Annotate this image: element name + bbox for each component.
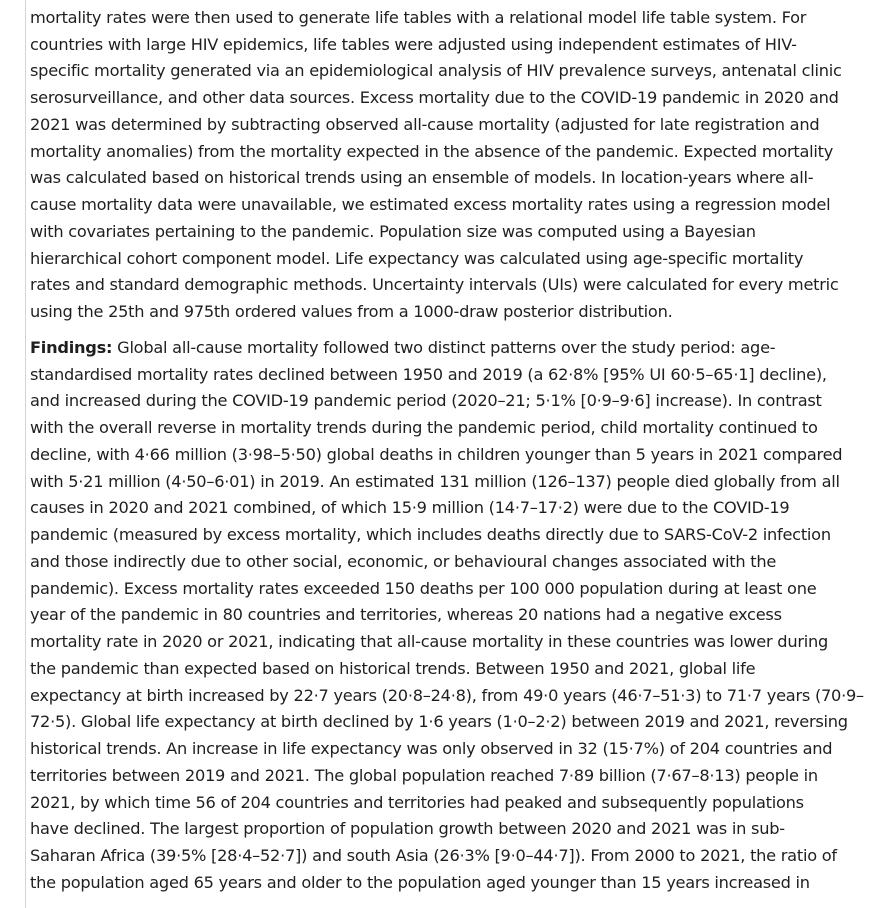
findings-heading: Findings: — [30, 337, 113, 357]
text-line: mortality anomalies) from the mortality expected in the absence of the pandemic. Expected mortality — [30, 141, 834, 161]
text-line: and increased during the COVID-19 pandemic period (2020–21; 5·1% [0·9–9·6] increase). In contrast — [30, 391, 822, 411]
text-line: Saharan Africa (39·5% [28·4–52·7]) and south Asia (26·3% [9·0–44·7]). From 2000 to 2021, the ratio of — [30, 846, 837, 865]
text-line: with covariates pertaining to the pandemic. Population size was computed using a Bayesian — [30, 221, 756, 241]
text-line: territories between 2019 and 2021. The global population reached 7·89 billion (7·67–8·13) people in — [30, 765, 818, 785]
findings-first-line — [30, 335, 892, 362]
text-line: serosurveillance, and other data sources. Excess mortality due to the COVID-19 pandemic in 2020 and — [30, 88, 839, 107]
text-line: the pandemic than expected based on historical trends. Between 1950 and 2021, global life — [30, 658, 756, 678]
text-line: standardised mortality rates declined between 1950 and 2019 (a 62·8% [95% UI 60·5–65·1] decline), — [30, 364, 827, 384]
left-border-rule — [25, 0, 26, 908]
text-line: have declined. The largest proportion of population growth between 2020 and 2021 was in sub- — [30, 819, 785, 839]
text-line: 2021 was determined by subtracting observed all-cause mortality (adjusted for late registration and — [30, 114, 820, 134]
text-line: expectancy at birth increased by 22·7 years (20·8–24·8), from 49·0 years (46·7–51·3) to 71·7 years (70·9– — [30, 685, 864, 705]
text-line: pandemic (measured by excess mortality, which includes deaths directly due to SARS-CoV-2 infection — [30, 525, 831, 544]
text-line: mortality rates were then used to generate life tables with a relational model life table system. For — [30, 7, 807, 27]
text-line: mortality rate in 2020 or 2021, indicating that all-cause mortality in these countries was lower during — [30, 632, 829, 651]
text-line: 2021, by which time 56 of 204 countries and territories had peaked and subsequently populations — [30, 792, 804, 812]
text-line: pandemic). Excess mortality rates exceeded 150 deaths per 100 000 population during at least one — [30, 578, 817, 598]
text-line: countries with large HIV epidemics, life tables were adjusted using independent estimates of HIV- — [30, 34, 797, 54]
text-line: with the overall reverse in mortality trends during the pandemic period, child mortality continued to — [30, 418, 818, 437]
paragraph-gap — [30, 326, 892, 335]
text-line: causes in 2020 and 2021 combined, of which 15·9 million (14·7–17·2) were due to the COVID-19 — [30, 498, 790, 518]
text-line: historical trends. An increase in life expectancy was only observed in 32 (15·7%) of 204 countries and — [30, 739, 833, 758]
text-line: decline, with 4·66 million (3·98–5·50) global deaths in children younger than 5 years in 2021 compared — [30, 444, 843, 464]
abstract-text — [30, 0, 892, 897]
text-line: hierarchical cohort component model. Life expectancy was calculated using age-specific mortality — [30, 248, 804, 268]
methods-paragraph — [30, 0, 892, 326]
text-line: was calculated based on historical trends using an ensemble of models. In location-years where all- — [30, 168, 814, 188]
text-line: with 5·21 million (4·50–6·01) in 2019. An estimated 131 million (126–137) people died globally from all — [30, 471, 840, 491]
text-line: 72·5). Global life expectancy at birth declined by 1·6 years (1·0–2·2) between 2019 and 2021, reversing — [30, 712, 848, 732]
text-line: using the 25th and 975th ordered values from a 1000-draw posterior distribution. — [30, 302, 673, 321]
text-line: cause mortality data were unavailable, we estimated excess mortality rates using a regression model — [30, 195, 831, 214]
findings-paragraph — [30, 335, 892, 897]
text-line: rates and standard demographic methods. Uncertainty intervals (UIs) were calculated for every metric — [30, 275, 839, 295]
text-line: specific mortality generated via an epidemiological analysis of HIV prevalence surveys, antenatal clinic — [30, 61, 842, 81]
text-line: and those indirectly due to other social, economic, or behavioural changes associated with the — [30, 551, 777, 571]
findings-first-line-text: Global all-cause mortality followed two distinct patterns over the study period: age- — [112, 337, 776, 357]
text-line: year of the pandemic in 80 countries and territories, whereas 20 nations had a negative excess — [30, 605, 782, 625]
text-line: the population aged 65 years and older to the population aged younger than 15 years increased in — [30, 872, 810, 892]
